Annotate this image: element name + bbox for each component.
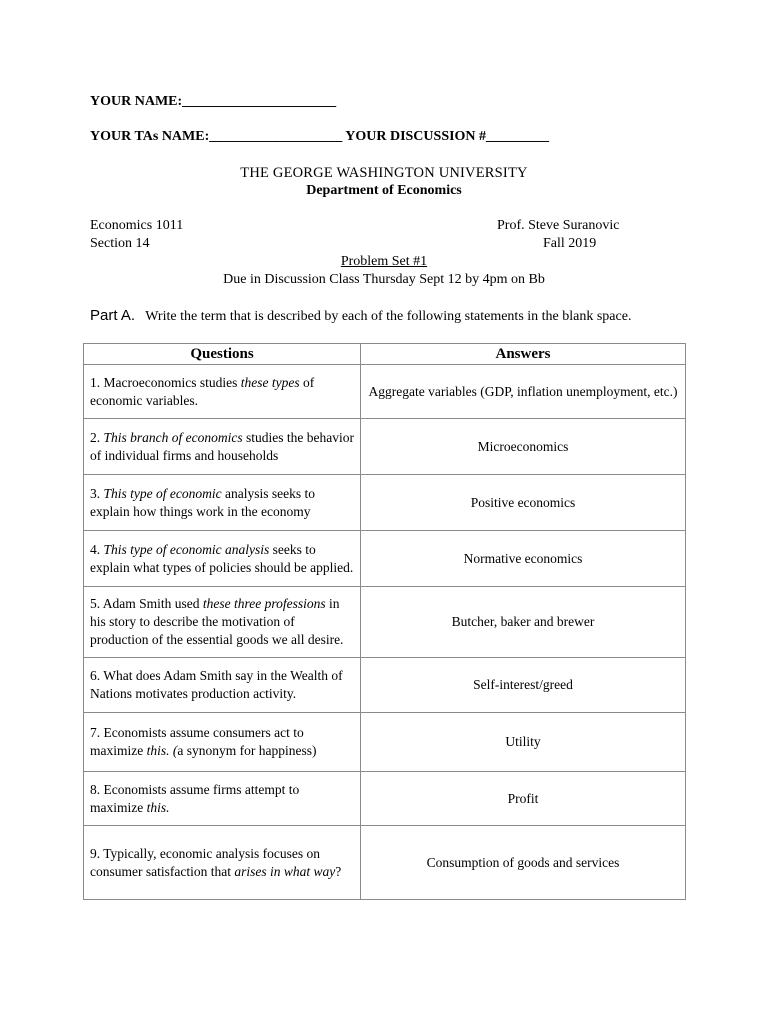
answer-cell: Normative economics [361, 531, 686, 587]
table-row [84, 658, 686, 713]
question-segment: 7. Economists assume consumers act to maximize [90, 725, 304, 758]
question-segment: analysis seeks to explain how things work in the economy [90, 485, 315, 519]
part-a-label: Part A. [90, 307, 136, 324]
question-segment: a synonym for happiness) [177, 743, 317, 758]
course-term: Fall 2019 [543, 236, 597, 251]
table-row [84, 826, 686, 900]
question-emphasis: these three professions [202, 596, 326, 611]
table-header-row [84, 344, 686, 365]
answer-cell: Self-interest/greed [361, 658, 686, 713]
answers-header: Answers [361, 344, 686, 365]
part-a-text: Write the term that is described by each of the following statements in the blank space. [145, 309, 632, 324]
question-segment: ? [335, 863, 342, 879]
department-title: Department of Economics [306, 183, 462, 198]
questions-header: Questions [84, 344, 361, 365]
question-segment: 9. Typically, economic analysis focuses on consumer satisfaction that [90, 845, 321, 879]
question-emphasis: arises in what way [234, 863, 336, 879]
question-emphasis: this. ( [146, 743, 178, 758]
table-row [84, 587, 686, 658]
question-cell [84, 365, 361, 419]
answer-cell: Consumption of goods and services [361, 826, 686, 900]
answer-cell: Positive economics [361, 475, 686, 531]
your-name-line: YOUR NAME:______________________ [90, 94, 337, 109]
question-emphasis: This type of economic analysis [103, 541, 270, 557]
question-segment: in his story to describe the motivation of production of the essential goods we all desire. [90, 596, 344, 647]
university-title: THE GEORGE WASHINGTON UNIVERSITY [240, 165, 528, 181]
question-text [90, 781, 354, 817]
answer-cell: Microeconomics [361, 419, 686, 475]
question-cell [84, 531, 361, 587]
table-body [84, 365, 686, 900]
question-cell [84, 826, 361, 900]
question-segment: 3. [90, 485, 104, 501]
answer-cell: Aggregate variables (GDP, inflation unemployment, etc.) [361, 365, 686, 419]
question-emphasis: these types [240, 374, 300, 390]
question-text [90, 485, 354, 521]
due-date-line: Due in Discussion Class Thursday Sept 12 by 4pm on Bb [223, 272, 545, 287]
question-text [90, 374, 354, 410]
question-emphasis: This branch of economics [103, 429, 243, 445]
answer-cell: Butcher, baker and brewer [361, 587, 686, 658]
question-text [90, 595, 354, 649]
question-segment: 5. Adam Smith used [90, 596, 203, 611]
question-cell [84, 772, 361, 826]
problem-set-title: Problem Set #1 [340, 254, 428, 269]
question-text [90, 724, 354, 760]
question-cell [84, 475, 361, 531]
question-segment: 2. [90, 429, 104, 445]
question-cell [84, 419, 361, 475]
questions-answers-table [83, 343, 686, 900]
course-section: Section 14 [90, 236, 150, 251]
table-row [84, 419, 686, 475]
course-name: Economics 1011 [90, 218, 184, 233]
question-segment: seeks to explain what types of policies should be applied. [90, 541, 354, 575]
question-segment: of economic variables. [90, 374, 315, 408]
question-segment: 6. What does Adam Smith say in the Wealth of Nations motivates production activity. [90, 668, 343, 701]
question-segment: studies the behavior of individual firms and households [90, 429, 354, 463]
answer-cell: Profit [361, 772, 686, 826]
table-row [84, 475, 686, 531]
question-text [90, 845, 354, 881]
table-row [84, 772, 686, 826]
question-text [90, 429, 354, 465]
question-emphasis: this. [146, 799, 170, 815]
table-row [84, 365, 686, 419]
professor-name: Prof. Steve Suranovic [497, 218, 620, 233]
question-segment: 8. Economists assume firms attempt to maximize [90, 781, 300, 815]
question-segment: 1. Macroeconomics studies [90, 374, 241, 390]
question-text [90, 667, 354, 703]
table-row [84, 531, 686, 587]
question-cell [84, 587, 361, 658]
question-cell [84, 713, 361, 772]
part-a-instructions [90, 307, 631, 325]
question-segment: 4. [90, 541, 104, 557]
question-cell [84, 658, 361, 713]
ta-discussion-line: YOUR TAs NAME:___________________ YOUR DISCUSSION #_________ [90, 129, 550, 144]
answer-cell: Utility [361, 713, 686, 772]
question-text [90, 541, 354, 577]
table-row [84, 713, 686, 772]
question-emphasis: This type of economic [103, 485, 222, 501]
